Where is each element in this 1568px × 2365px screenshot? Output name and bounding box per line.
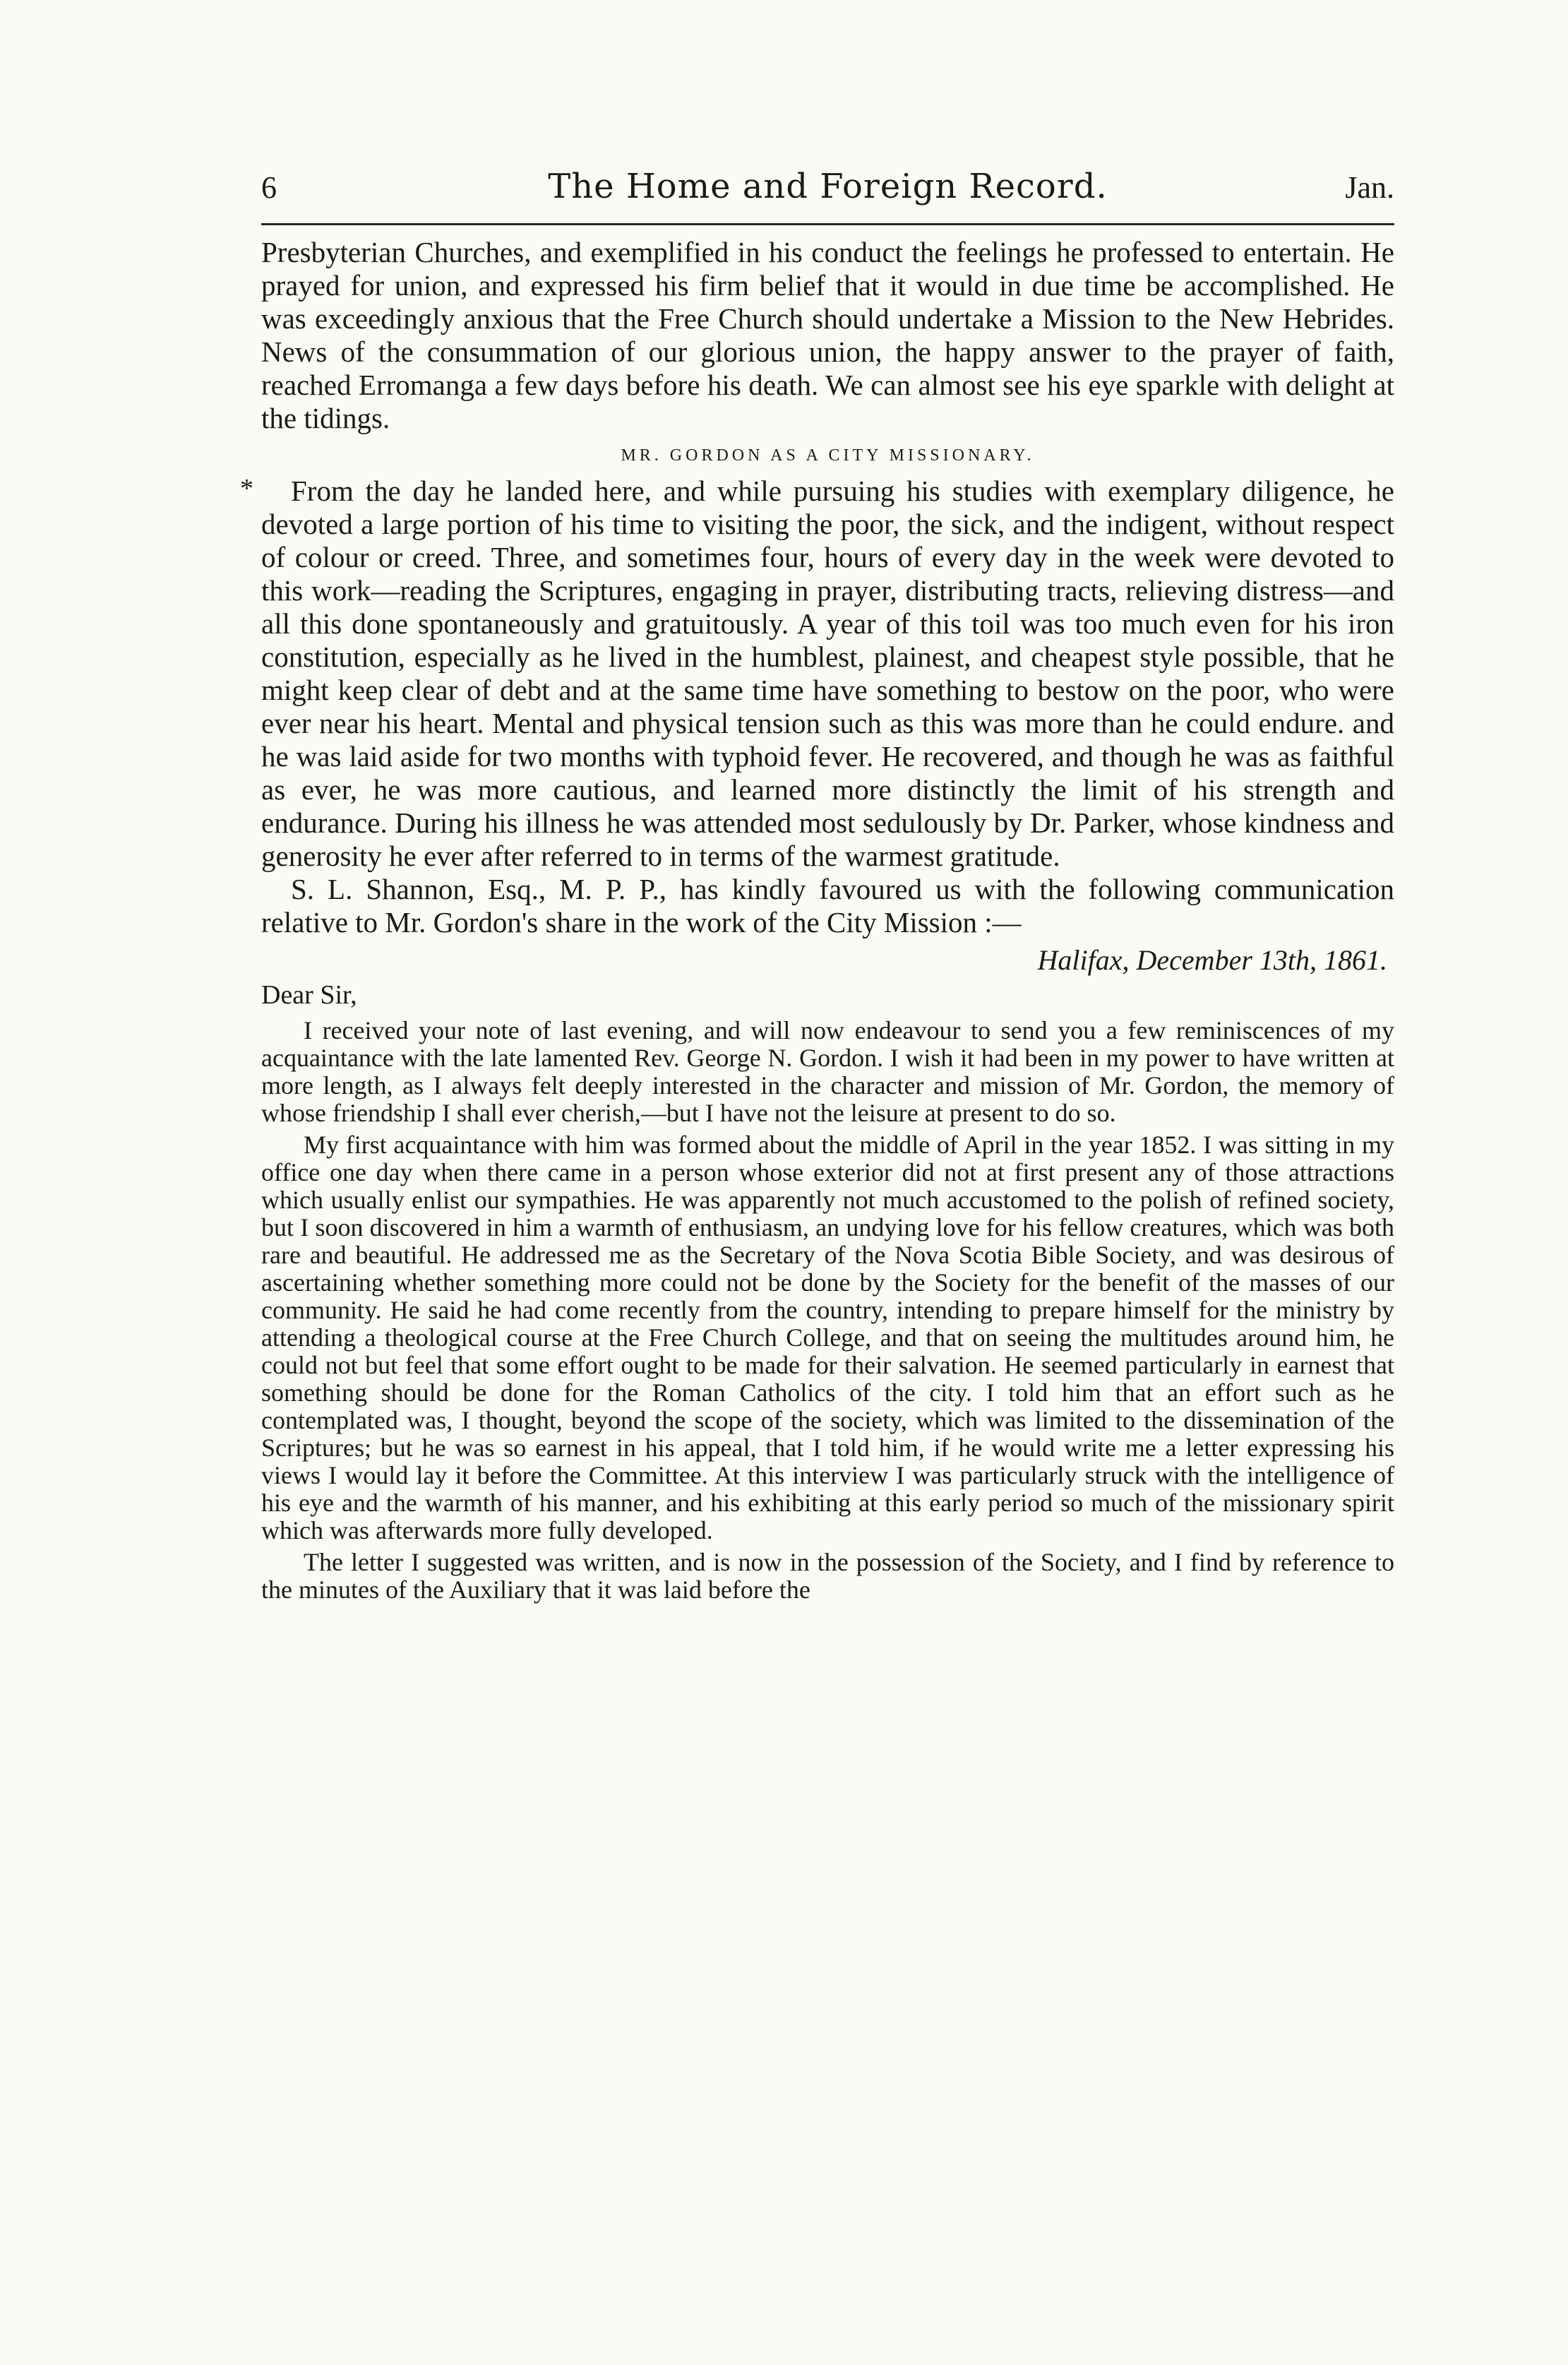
- header-rule: [261, 223, 1394, 225]
- letter-paragraph-2: My first acquaintance with him was formed about the middle of April in the year 1852. I was sitting in my office one day when there came in a person whose exterior did not at first present any of those attractions which usually enlist our sympathies. He was apparently not much accustomed to the polish of refined society, but I soon discovered in him a warmth of enthusiasm, an undying love for his fellow creatures, which was both rare and beautiful. He addressed me as the Secretary of the Nova Scotia Bible Society, and was desirous of ascertaining whether something more could not be done by the Society for the benefit of the masses of our community. He said he had come recently from the country, intending to prepare himself for the ministry by attending a theological course at the Free Church College, and that on seeing the multitudes around him, he could not but feel that some effort ought to be made for their salvation. He seemed particularly in earnest that something should be done for the Roman Catholics of the city. I told him that an effort such as he contemplated was, I thought, beyond the scope of the society, which was limited to the dissemination of the Scriptures; but he was so earnest in his appeal, that I told him, if he would write me a letter expressing his views I would lay it before the Committee. At this interview I was particularly struck with the intelligence of his eye and the warmth of his manner, and his exhibiting at this early period so much of the missionary spirit which was afterwards more fully developed.: [261, 1131, 1394, 1544]
- issue-month: Jan.: [1345, 170, 1394, 205]
- letter-paragraph-3: The letter I suggested was written, and is now in the possession of the Society, and I find by reference to the minutes of the Auxiliary that it was laid before the: [261, 1548, 1394, 1604]
- running-title: The Home and Foreign Record.: [548, 167, 1108, 206]
- letter-dateline: Halifax, December 13th, 1861.: [1037, 944, 1387, 976]
- paragraph-shannon-intro: S. L. Shannon, Esq., M. P. P., has kindly favoured us with the following communication relative to Mr. Gordon's share in the work of the City Mission :—: [261, 873, 1394, 939]
- section-heading: MR. GORDON AS A CITY MISSIONARY.: [621, 446, 1035, 465]
- paragraph-union: Presbyterian Churches, and exemplified in his conduct the feelings he professed to entertain. He prayed for union, and expressed his firm belief that it would in due time be accomplished. He was exceedingly anxious that the Free Church should undertake a Mission to the New Hebrides. News of the consummation of our glorious union, the happy answer to the prayer of faith, reached Erromanga a few days before his death. We can almost see his eye sparkle with delight at the tidings.: [261, 236, 1394, 434]
- document-page: [240, 167, 1394, 1604]
- margin-mark: *: [240, 474, 253, 504]
- letter-paragraph-1: I received your note of last evening, and will now endeavour to send you a few reminiscences of my acquaintance with the late lamented Rev. George N. Gordon. I wish it had been in my power to have written at more length, as I always felt deeply interested in the character and mission of Mr. Gordon, the memory of whose friendship I shall ever cherish,—but I have not the leisure at present to do so.: [261, 1016, 1394, 1127]
- page-header: [261, 169, 1394, 226]
- letter-salutation: Dear Sir,: [261, 980, 357, 1010]
- page-number: 6: [261, 170, 277, 205]
- article-body: [261, 236, 1394, 1604]
- paragraph-city-mission: From the day he landed here, and while pursuing his studies with exemplary diligence, he devoted a large portion of his time to visiting the poor, the sick, and the indigent, without respect of colour or creed. Three, and sometimes four, hours of every day in the week were devoted to this work—reading the Scriptures, engaging in prayer, distributing tracts, relieving distress—and all this done spontaneously and gratuitously. A year of this toil was too much even for his iron constitution, especially as he lived in the humblest, plainest, and cheapest style possible, that he might keep clear of debt and at the same time have something to bestow on the poor, who were ever near his heart. Mental and physical tension such as this was more than he could endure. and he was laid aside for two months with typhoid fever. He recovered, and though he was as faithful as ever, he was more cautious, and learned more distinctly the limit of his strength and endurance. During his illness he was attended most sedulously by Dr. Parker, whose kindness and generosity he ever after referred to in terms of the warmest gratitude.: [261, 475, 1394, 872]
